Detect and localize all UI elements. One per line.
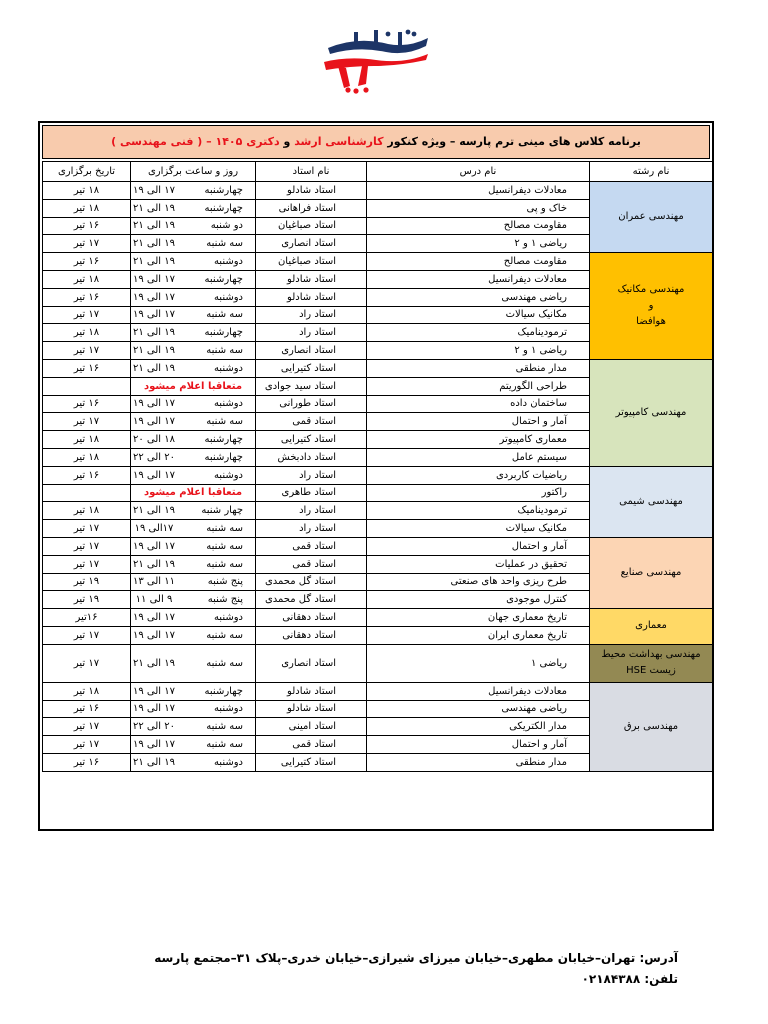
time-text: ۱۷ الی ۱۹ — [132, 273, 176, 285]
date-cell: ۱۷ تیر — [43, 626, 131, 644]
time-text: ۱۷ الی ۱۹ — [132, 685, 176, 697]
time-text: ۱۹ الی ۲۱ — [132, 220, 176, 232]
day-text: دوشنبه — [213, 612, 243, 624]
day-text: چهارشنبه — [204, 685, 243, 697]
subject-cell: راکتور — [367, 484, 590, 502]
date-cell: ۱۷ تیر — [43, 537, 131, 555]
subject-cell: مکانیک سیالات — [367, 520, 590, 538]
date-cell: ۱۷ تیر — [43, 644, 131, 682]
table-row — [43, 644, 713, 682]
when-cell — [131, 413, 256, 431]
day-text: سه شنبه — [206, 558, 243, 570]
subject-cell: ترمودینامیک — [367, 324, 590, 342]
subject-cell: تاریخ معماری جهان — [367, 609, 590, 627]
major-cell: معماری — [590, 609, 713, 645]
subject-cell: معماری کامپیوتر — [367, 431, 590, 449]
subject-cell: معادلات دیفرانسیل — [367, 682, 590, 700]
date-cell: ۱۸ تیر — [43, 270, 131, 288]
day-text: سه شنبه — [206, 238, 243, 250]
teacher-cell: استاد شادلو — [256, 182, 367, 200]
time-text: ۱۷ الی ۱۹ — [132, 291, 176, 303]
title-part3: و — [283, 135, 291, 148]
major-cell — [590, 253, 713, 360]
date-cell: ۱۸ تیر — [43, 502, 131, 520]
teacher-cell: استاد راد — [256, 466, 367, 484]
day-text: پنج شنبه — [207, 594, 243, 606]
subject-cell: آمار و احتمال — [367, 736, 590, 754]
table-row — [43, 537, 713, 555]
teacher-cell: استاد دادبخش — [256, 448, 367, 466]
date-cell: ۱۶ تیر — [43, 466, 131, 484]
teacher-cell: استاد کتیرایی — [256, 431, 367, 449]
day-text: چهارشنبه — [204, 273, 243, 285]
date-cell: ۱۷ تیر — [43, 342, 131, 360]
subject-cell: ترمودینامیک — [367, 502, 590, 520]
major-cell: مهندسی عمران — [590, 182, 713, 253]
title-part4: دکتری ۱۴۰۵ – ( فنی مهندسی ) — [111, 135, 280, 148]
date-cell: ۱۸ تیر — [43, 682, 131, 700]
time-text: ۱۹ الی ۲۱ — [132, 238, 176, 250]
notice-cell: متعاقبا اعلام میشود — [131, 377, 256, 395]
time-text: ۱۹ الی ۲۱ — [132, 505, 176, 517]
when-cell — [131, 537, 256, 555]
when-cell — [131, 270, 256, 288]
time-text: ۱۷ الی ۱۹ — [132, 398, 176, 410]
header-major: نام رشته — [590, 162, 713, 182]
teacher-cell: استاد گل محمدی — [256, 591, 367, 609]
date-cell: ۱۹ تیر — [43, 573, 131, 591]
day-text: دوشنبه — [213, 703, 243, 715]
subject-cell: ریاضی ۱ و ۲ — [367, 235, 590, 253]
time-text: ۱۷ الی ۱۹ — [132, 540, 176, 552]
teacher-cell: استاد فراهانی — [256, 199, 367, 217]
teacher-cell: استاد سید جوادی — [256, 377, 367, 395]
teacher-cell: استاد قمی — [256, 736, 367, 754]
teacher-cell: استاد قمی — [256, 537, 367, 555]
major-cell: مهندسی کامپیوتر — [590, 359, 713, 466]
table-row — [43, 466, 713, 484]
when-cell — [131, 591, 256, 609]
subject-cell: تحقیق در عملیات — [367, 555, 590, 573]
time-text: ۱۹ الی ۲۱ — [132, 327, 176, 339]
time-text: ۲۰ الی ۲۲ — [132, 451, 176, 463]
when-cell — [131, 342, 256, 360]
date-cell: ۱۶ تیر — [43, 359, 131, 377]
major-line: مهندسی مکانیک — [617, 284, 685, 296]
when-cell — [131, 626, 256, 644]
time-text: ۱۷ الی ۱۹ — [132, 184, 176, 196]
time-text: ۲۰ الی ۲۲ — [132, 721, 176, 733]
date-cell: ۱۸ تیر — [43, 199, 131, 217]
subject-cell: مقاومت مصالح — [367, 217, 590, 235]
subject-cell: سیستم عامل — [367, 448, 590, 466]
teacher-cell: استاد کتیرایی — [256, 359, 367, 377]
when-cell — [131, 199, 256, 217]
subject-cell: کنترل موجودی — [367, 591, 590, 609]
day-text: دو شنبه — [210, 220, 243, 232]
table-row — [43, 182, 713, 200]
teacher-cell: استاد صباغیان — [256, 217, 367, 235]
subject-cell: مدار الکتریکی — [367, 718, 590, 736]
day-text: سه شنبه — [206, 309, 243, 321]
teacher-cell: استاد قمی — [256, 413, 367, 431]
when-cell — [131, 718, 256, 736]
footer-phone: تلفن: ۰۲۱۸۴۳۸۸ — [581, 972, 678, 986]
subject-cell: معادلات دیفرانسیل — [367, 182, 590, 200]
teacher-cell: استاد صباغیان — [256, 253, 367, 271]
when-cell — [131, 682, 256, 700]
header-when: روز و ساعت برگزاری — [131, 162, 256, 182]
date-cell: ۱۸ تیر — [43, 182, 131, 200]
teacher-cell: استاد دهقانی — [256, 609, 367, 627]
major-cell: مهندسی شیمی — [590, 466, 713, 537]
major-cell: مهندسی برق — [590, 682, 713, 771]
teacher-cell: استاد شادلو — [256, 700, 367, 718]
when-cell — [131, 395, 256, 413]
when-cell — [131, 253, 256, 271]
teacher-cell: استاد امینی — [256, 718, 367, 736]
when-cell — [131, 324, 256, 342]
major-line: زیست HSE — [626, 665, 676, 677]
day-text: چهارشنبه — [204, 434, 243, 446]
date-cell: ۱۶تیر — [43, 609, 131, 627]
teacher-cell: استاد راد — [256, 306, 367, 324]
subject-cell: ریاضی ۱ — [367, 644, 590, 682]
major-line: هوافضا — [636, 316, 666, 328]
when-cell — [131, 217, 256, 235]
when-cell — [131, 700, 256, 718]
date-cell: ۱۶ تیر — [43, 288, 131, 306]
date-cell — [43, 377, 131, 395]
day-text: سه شنبه — [206, 657, 243, 669]
day-text: سه شنبه — [206, 739, 243, 750]
day-text: سه شنبه — [206, 629, 243, 641]
subject-cell: مدار منطقی — [367, 359, 590, 377]
header-date: تاریخ برگزاری — [43, 162, 131, 182]
day-text: سه شنبه — [206, 345, 243, 357]
date-cell: ۱۷ تیر — [43, 520, 131, 538]
date-cell: ۱۹ تیر — [43, 591, 131, 609]
time-text: ۱۹ الی ۲۱ — [132, 756, 176, 768]
date-cell — [43, 484, 131, 502]
when-cell — [131, 359, 256, 377]
date-cell: ۱۸ تیر — [43, 324, 131, 342]
subject-cell: ریاضی مهندسی — [367, 288, 590, 306]
subject-cell: مدار منطقی — [367, 753, 590, 771]
title-part1: برنامه کلاس های مینی ترم پارسه – ویژه کنکور — [387, 135, 641, 148]
time-text: ۱۹ الی ۲۱ — [132, 362, 176, 374]
when-cell — [131, 466, 256, 484]
day-text: چهارشنبه — [204, 202, 243, 214]
day-text: دوشنبه — [213, 256, 243, 268]
day-text: دوشنبه — [213, 398, 243, 410]
teacher-cell: استاد انصاری — [256, 644, 367, 682]
teacher-cell: استاد کتیرایی — [256, 753, 367, 771]
date-cell: ۱۷ تیر — [43, 413, 131, 431]
subject-cell: تاریخ معماری ایران — [367, 626, 590, 644]
subject-cell: طراحی الگوریتم — [367, 377, 590, 395]
time-text: ۹ الی ۱۱ — [135, 594, 173, 606]
date-cell: ۱۶ تیر — [43, 253, 131, 271]
when-cell — [131, 555, 256, 573]
when-cell — [131, 609, 256, 627]
date-cell: ۱۶ تیر — [43, 700, 131, 718]
subject-cell: مکانیک سیالات — [367, 306, 590, 324]
when-cell — [131, 431, 256, 449]
parse-logo — [318, 26, 434, 94]
teacher-cell: استاد شادلو — [256, 270, 367, 288]
major-cell — [590, 644, 713, 682]
when-cell — [131, 235, 256, 253]
time-text: ۱۷الی ۱۹ — [134, 523, 174, 535]
date-cell: ۱۸ تیر — [43, 431, 131, 449]
time-text: ۱۷ الی ۱۹ — [132, 703, 176, 715]
subject-cell: آمار و احتمال — [367, 537, 590, 555]
header-teacher: نام استاد — [256, 162, 367, 182]
major-line: و — [648, 300, 654, 312]
schedule-frame — [38, 121, 714, 831]
subject-cell: خاک و پی — [367, 199, 590, 217]
time-text: ۱۷ الی ۱۹ — [132, 309, 176, 321]
notice-cell: متعاقبا اعلام میشود — [131, 484, 256, 502]
day-text: چهارشنبه — [204, 184, 243, 196]
date-cell: ۱۷ تیر — [43, 235, 131, 253]
when-cell — [131, 182, 256, 200]
date-cell: ۱۶ تیر — [43, 395, 131, 413]
footer-address: آدرس: تهران–خیابان مطهری–خیابان میرزای شیرازی–خیابان خدری–پلاک ۳۱–مجتمع پارسه — [154, 951, 678, 965]
teacher-cell: استاد طاهری — [256, 484, 367, 502]
day-text: سه شنبه — [206, 523, 243, 535]
teacher-cell: استاد شادلو — [256, 288, 367, 306]
time-text: ۱۸ الی ۲۰ — [132, 434, 176, 446]
when-cell — [131, 520, 256, 538]
header-subject: نام درس — [367, 162, 590, 182]
time-text: ۱۹ الی ۲۱ — [132, 657, 176, 669]
time-text: ۱۷ الی ۱۹ — [132, 612, 176, 624]
table-row — [43, 253, 713, 271]
table-header-row — [43, 162, 713, 182]
when-cell — [131, 306, 256, 324]
day-text: دوشنبه — [213, 469, 243, 481]
day-text: دوشنبه — [213, 756, 243, 768]
date-cell: ۱۷ تیر — [43, 736, 131, 754]
day-text: چهارشنبه — [204, 451, 243, 463]
subject-cell: مقاومت مصالح — [367, 253, 590, 271]
subject-cell: معادلات دیفرانسیل — [367, 270, 590, 288]
teacher-cell: استاد انصاری — [256, 342, 367, 360]
day-text: چهار شنبه — [201, 505, 243, 517]
table-row — [43, 609, 713, 627]
subject-cell: طرح ریزی واحد های صنعتی — [367, 573, 590, 591]
time-text: ۱۱ الی ۱۳ — [132, 576, 176, 588]
time-text: ۱۷ الی ۱۹ — [132, 739, 176, 750]
time-text: ۱۹ الی ۲۱ — [132, 345, 176, 357]
teacher-cell: استاد انصاری — [256, 235, 367, 253]
subject-cell: ساختمان داده — [367, 395, 590, 413]
teacher-cell: استاد دهقانی — [256, 626, 367, 644]
day-text: سه شنبه — [206, 721, 243, 733]
schedule-body — [43, 182, 713, 772]
when-cell — [131, 448, 256, 466]
title-part2: کارشناسی ارشد — [294, 135, 384, 148]
when-cell — [131, 573, 256, 591]
time-text: ۱۹ الی ۲۱ — [132, 558, 176, 570]
date-cell: ۱۸ تیر — [43, 448, 131, 466]
table-row — [43, 682, 713, 700]
when-cell — [131, 736, 256, 754]
teacher-cell: استاد راد — [256, 324, 367, 342]
date-cell: ۱۷ تیر — [43, 306, 131, 324]
teacher-cell: استاد راد — [256, 502, 367, 520]
schedule-title — [42, 125, 710, 159]
date-cell: ۱۷ تیر — [43, 555, 131, 573]
major-cell: مهندسی صنایع — [590, 537, 713, 608]
table-row — [43, 359, 713, 377]
major-line: مهندسی بهداشت محیط — [601, 649, 701, 661]
teacher-cell: استاد گل محمدی — [256, 573, 367, 591]
when-cell — [131, 644, 256, 682]
subject-cell: ریاضی ۱ و ۲ — [367, 342, 590, 360]
subject-cell: ریاضی مهندسی — [367, 700, 590, 718]
day-text: دوشنبه — [213, 362, 243, 374]
day-text: سه شنبه — [206, 540, 243, 552]
when-cell — [131, 502, 256, 520]
when-cell — [131, 753, 256, 771]
teacher-cell: استاد شادلو — [256, 682, 367, 700]
subject-cell: ریاضیات کاربردی — [367, 466, 590, 484]
teacher-cell: استاد طورانی — [256, 395, 367, 413]
date-cell: ۱۶ تیر — [43, 753, 131, 771]
time-text: ۱۷ الی ۱۹ — [132, 629, 176, 641]
schedule-table — [42, 161, 713, 772]
teacher-cell: استاد قمی — [256, 555, 367, 573]
time-text: ۱۹ الی ۲۱ — [132, 256, 176, 268]
date-cell: ۱۷ تیر — [43, 718, 131, 736]
day-text: چهارشنبه — [204, 327, 243, 339]
day-text: پنج شنبه — [207, 576, 243, 588]
date-cell: ۱۶ تیر — [43, 217, 131, 235]
day-text: سه شنبه — [206, 416, 243, 428]
time-text: ۱۷ الی ۱۹ — [132, 469, 176, 481]
footer — [154, 948, 678, 990]
time-text: ۱۹ الی ۲۱ — [132, 202, 176, 214]
time-text: ۱۷ الی ۱۹ — [132, 416, 176, 428]
teacher-cell: استاد راد — [256, 520, 367, 538]
subject-cell: آمار و احتمال — [367, 413, 590, 431]
when-cell — [131, 288, 256, 306]
day-text: دوشنبه — [213, 291, 243, 303]
